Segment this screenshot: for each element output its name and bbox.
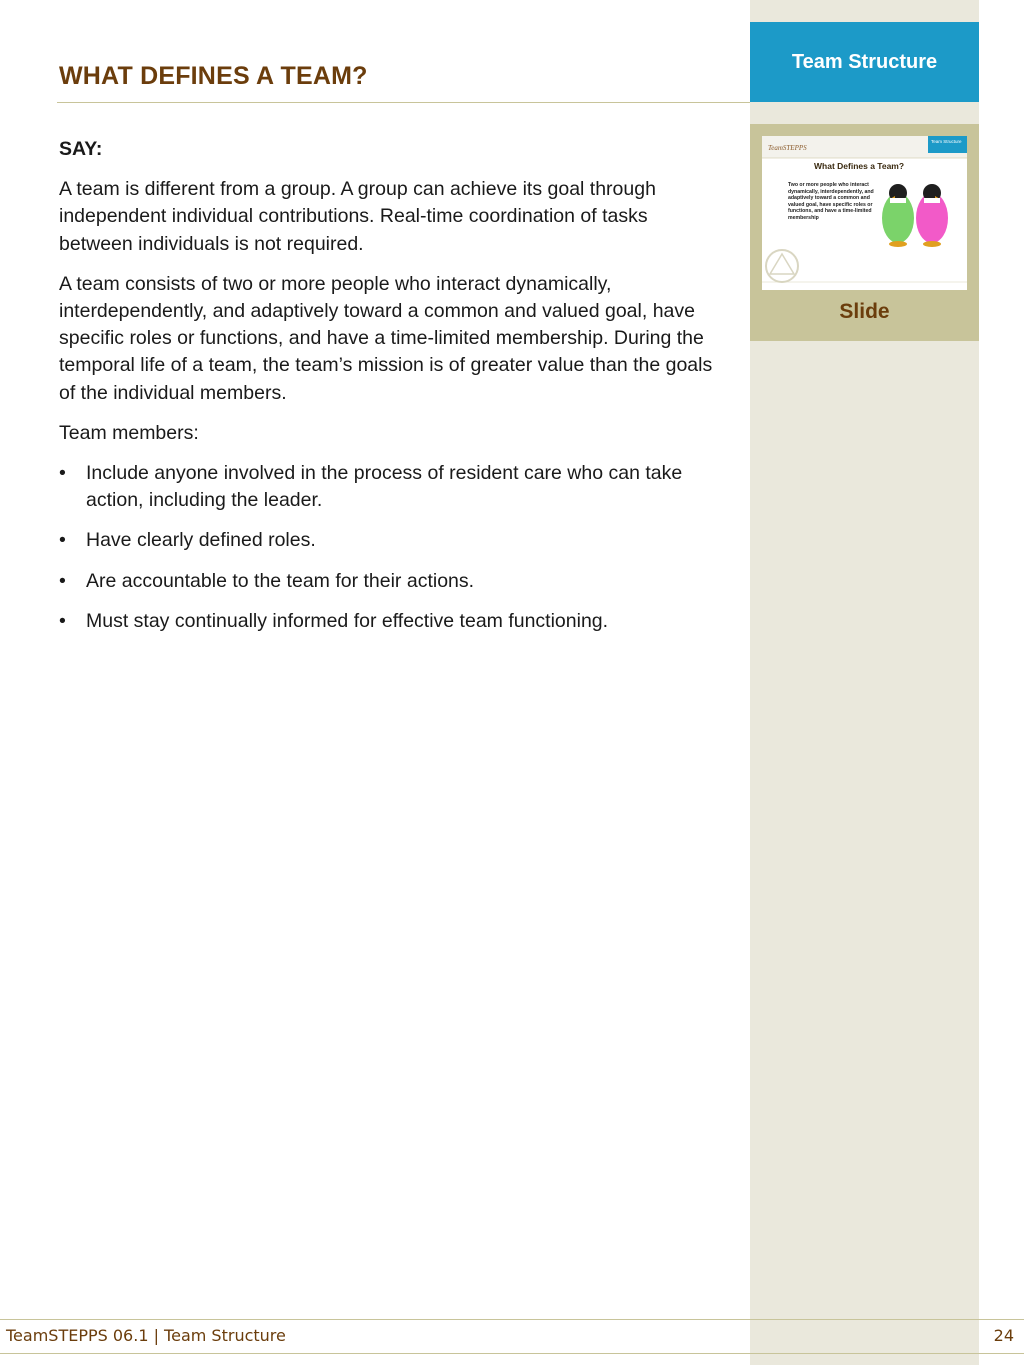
- footer-label: TeamSTEPPS 06.1 | Team Structure: [6, 1326, 286, 1345]
- list-item-text: Are accountable to the team for their actions.: [86, 569, 475, 592]
- slide-panel: [750, 124, 979, 341]
- title-divider: [57, 102, 750, 103]
- thumb-title: What Defines a Team?: [814, 161, 905, 171]
- bullet-glyph: •: [59, 529, 66, 552]
- slide-caption: Slide: [839, 300, 890, 323]
- thumb-tab-label: Team Structure: [931, 139, 962, 144]
- slide-thumbnail-graphic: [762, 136, 967, 290]
- slide-thumbnail[interactable]: [762, 136, 967, 290]
- list-item-text: Have clearly defined roles.: [86, 529, 316, 552]
- list-item: [59, 527, 719, 554]
- list-item: [59, 460, 719, 514]
- list-item-text: Include anyone involved in the process of resident care who can take action, including the leader.: [86, 462, 683, 512]
- bullet-glyph: •: [59, 569, 66, 592]
- list-item-text: Must stay continually informed for effective team functioning.: [86, 609, 609, 632]
- notes-body: [59, 136, 719, 648]
- footer-divider: [0, 1319, 1024, 1320]
- team-members-list: [59, 460, 719, 635]
- bullet-glyph: •: [59, 609, 66, 632]
- page-title: WHAT DEFINES A TEAM?: [59, 62, 368, 90]
- footer-bottom-divider: [0, 1353, 1024, 1354]
- list-item: [59, 568, 719, 595]
- page-number: 24: [993, 1326, 1014, 1345]
- thumb-text: Two or more people who interact dynamically, interdependently, and adaptively toward a common and valued goal, have specific roles or functions, and have a time-limited membership: [788, 182, 874, 221]
- say-label: SAY:: [59, 138, 103, 160]
- paragraph-team-members-intro: Team members:: [59, 421, 199, 444]
- section-tab-label: Team Structure: [791, 51, 938, 73]
- bullet-glyph: •: [59, 462, 66, 485]
- paragraph-team-definition: A team consists of two or more people who interact dynamically, interdependently, and adaptively toward a common and valued goal, have specific roles or functions, and have a time-limited membership. During the temporal life of a team, the team’s mission is of greater value than the goals of the individual members.: [59, 272, 713, 404]
- section-tab: [750, 22, 979, 102]
- thumb-brand: TeamSTEPPS: [768, 144, 807, 152]
- paragraph-group-definition: A team is different from a group. A group can achieve its goal through independent individual contributions. Real-time coordination of tasks between individuals is not required.: [59, 178, 656, 255]
- list-item: [59, 608, 719, 635]
